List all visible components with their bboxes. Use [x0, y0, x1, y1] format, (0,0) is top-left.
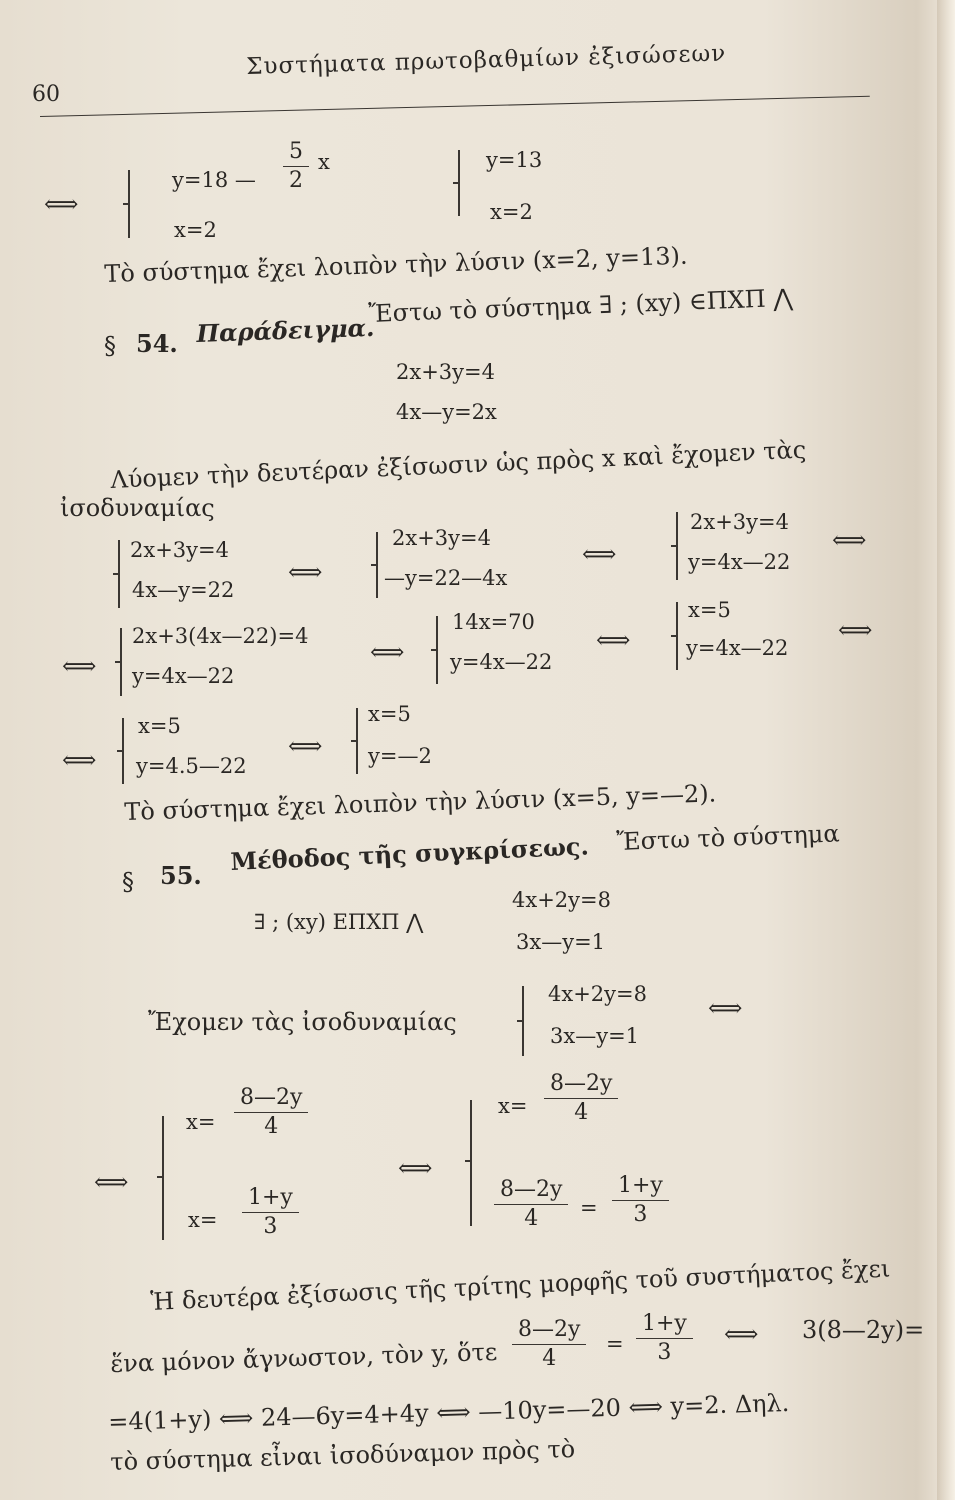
paragraph-line: =4(1+y) ⟺ 24—6y=4+4y ⟺ —10y=—20 ⟺ y=2. Δηλ.	[107, 1388, 790, 1436]
fraction-1-y-over-3: 1+y 3	[242, 1186, 299, 1239]
equation: 4x—y=22	[132, 578, 235, 602]
equation: 2x+3y=4	[690, 510, 789, 534]
paragraph-line: Ἡ δευτέρα ἐξίσωσις τῆς τρίτης μορφῆς τοῦ συστήματος ἔχει	[149, 1254, 891, 1316]
equation: ∃ ; (xy) ΕΠΧΠ ⋀	[254, 910, 424, 934]
equation: 4x+2y=8	[548, 982, 647, 1006]
solution-line-1: Τὸ σύστημα ἔχει λοιπὸν τὴν λύσιν (x=2, y=13).	[103, 241, 688, 288]
equation: 4x—y=2x	[396, 400, 497, 424]
equation-var: x	[318, 150, 330, 174]
section-54-number: 54.	[136, 329, 178, 358]
equation: 2x+3(4x—22)=4	[132, 624, 309, 648]
equation: 4x+2y=8	[512, 888, 611, 912]
equiv-arrow: ⟺	[708, 994, 743, 1022]
x-equals: x=	[498, 1094, 528, 1118]
fraction-1-y-over-3: 1+y 3	[636, 1312, 693, 1365]
fraction-8-2y-over-4: 8—2y 4	[234, 1086, 308, 1139]
equation: x=2	[174, 218, 217, 242]
equiv-arrow: ⟺	[62, 652, 97, 680]
equation: y=13	[486, 148, 543, 172]
equation: —y=22—4x	[384, 566, 508, 590]
equation: y=18 —	[172, 168, 256, 192]
equation: y=4.5—22	[136, 754, 247, 778]
paragraph-line: ἰσοδυναμίας	[60, 494, 215, 522]
paragraph-line: Λύομεν τὴν δευτέραν ἐξίσωσιν ὡς πρὸς x καὶ ἔχομεν τὰς	[109, 435, 807, 494]
equation: 2x+3y=4	[130, 538, 229, 562]
left-brace	[128, 170, 130, 238]
equals-sign: =	[606, 1332, 624, 1356]
equation: y=—2	[368, 744, 432, 768]
paragraph-line: ἕνα μόνον ἄγνωστον, τὸν y, ὅτε	[109, 1337, 498, 1378]
page-number: 60	[32, 82, 60, 107]
equation: 3x—y=1	[516, 930, 606, 954]
fraction-8-2y-over-4: 8—2y 4	[544, 1072, 618, 1125]
equation: 3x—y=1	[550, 1024, 640, 1048]
brace	[122, 718, 124, 784]
section-55-intro: Ἔστω τὸ σύστημα	[615, 819, 841, 856]
equiv-arrow: ⟺	[838, 616, 873, 644]
equation: 14x=70	[452, 610, 535, 634]
equiv-arrow: ⟺	[724, 1320, 759, 1348]
equation: y=4x—22	[450, 650, 553, 674]
brace	[376, 532, 378, 598]
solution-line-2: Τὸ σύστημα ἔχει λοιπὸν τὴν λύσιν (x=5, y=—2).	[123, 779, 717, 826]
paragraph-line: Ἔχομεν τὰς ἰσοδυναμίας	[148, 1008, 457, 1036]
equation: y=4x—22	[132, 664, 235, 688]
equiv-arrow: ⟺	[398, 1154, 433, 1182]
section-55-number: 55.	[160, 861, 202, 890]
equation: x=5	[138, 714, 181, 738]
fraction-8-2y-over-4: 8—2y 4	[512, 1318, 586, 1371]
section-54-title: Παράδειγμα.	[195, 312, 375, 348]
equiv-arrow: ⟺	[288, 732, 323, 760]
equiv-arrow: ⟺	[582, 540, 617, 568]
equiv-arrow: ⟺	[596, 626, 631, 654]
brace	[436, 616, 438, 684]
page-spine-shadow	[937, 0, 955, 1500]
x-equals: x=	[186, 1110, 216, 1134]
brace	[470, 1100, 472, 1226]
equation: x=5	[688, 598, 731, 622]
section-54-mark: §	[104, 332, 116, 360]
equation: x=5	[368, 702, 411, 726]
brace	[676, 512, 678, 580]
brace	[356, 708, 358, 774]
equiv-arrow: ⟺	[94, 1168, 129, 1196]
equation: x=2	[490, 200, 533, 224]
equation: 2x+3y=4	[392, 526, 491, 550]
brace	[162, 1116, 164, 1240]
brace	[120, 628, 122, 696]
brace	[522, 986, 524, 1056]
equiv-arrow: ⟺	[370, 638, 405, 666]
equiv-arrow: ⟺	[832, 526, 867, 554]
fraction-1-y-over-3: 1+y 3	[612, 1174, 669, 1227]
paragraph-line: τὸ σύστημα εἶναι ἰσοδύναμον πρὸς τὸ	[109, 1435, 576, 1476]
fraction-5-over-2: 5 2	[283, 140, 309, 193]
fraction-8-2y-over-4: 8—2y 4	[494, 1178, 568, 1231]
section-54-intro: Ἔστω τὸ σύστημα ∃ ; (xy) ∈ΠΧΠ ⋀	[367, 283, 794, 328]
brace	[676, 602, 678, 670]
equals-sign: =	[580, 1196, 598, 1220]
equiv-arrow: ⟺	[44, 190, 79, 218]
equation: y=4x—22	[686, 636, 789, 660]
equiv-arrow: ⟺	[288, 558, 323, 586]
section-55-title: Μέθοδος τῆς συγκρίσεως.	[229, 831, 590, 876]
running-title: Συστήματα πρωτοβαθμίων ἐξισώσεων	[245, 40, 727, 80]
equiv-arrow: ⟺	[62, 746, 97, 774]
x-equals: x=	[188, 1208, 218, 1232]
section-55-mark: §	[122, 868, 134, 896]
brace	[118, 540, 120, 608]
equation: 2x+3y=4	[396, 360, 495, 384]
right-brace	[458, 150, 460, 216]
equation: y=4x—22	[688, 550, 791, 574]
paragraph-line: 3(8—2y)=	[802, 1316, 925, 1344]
